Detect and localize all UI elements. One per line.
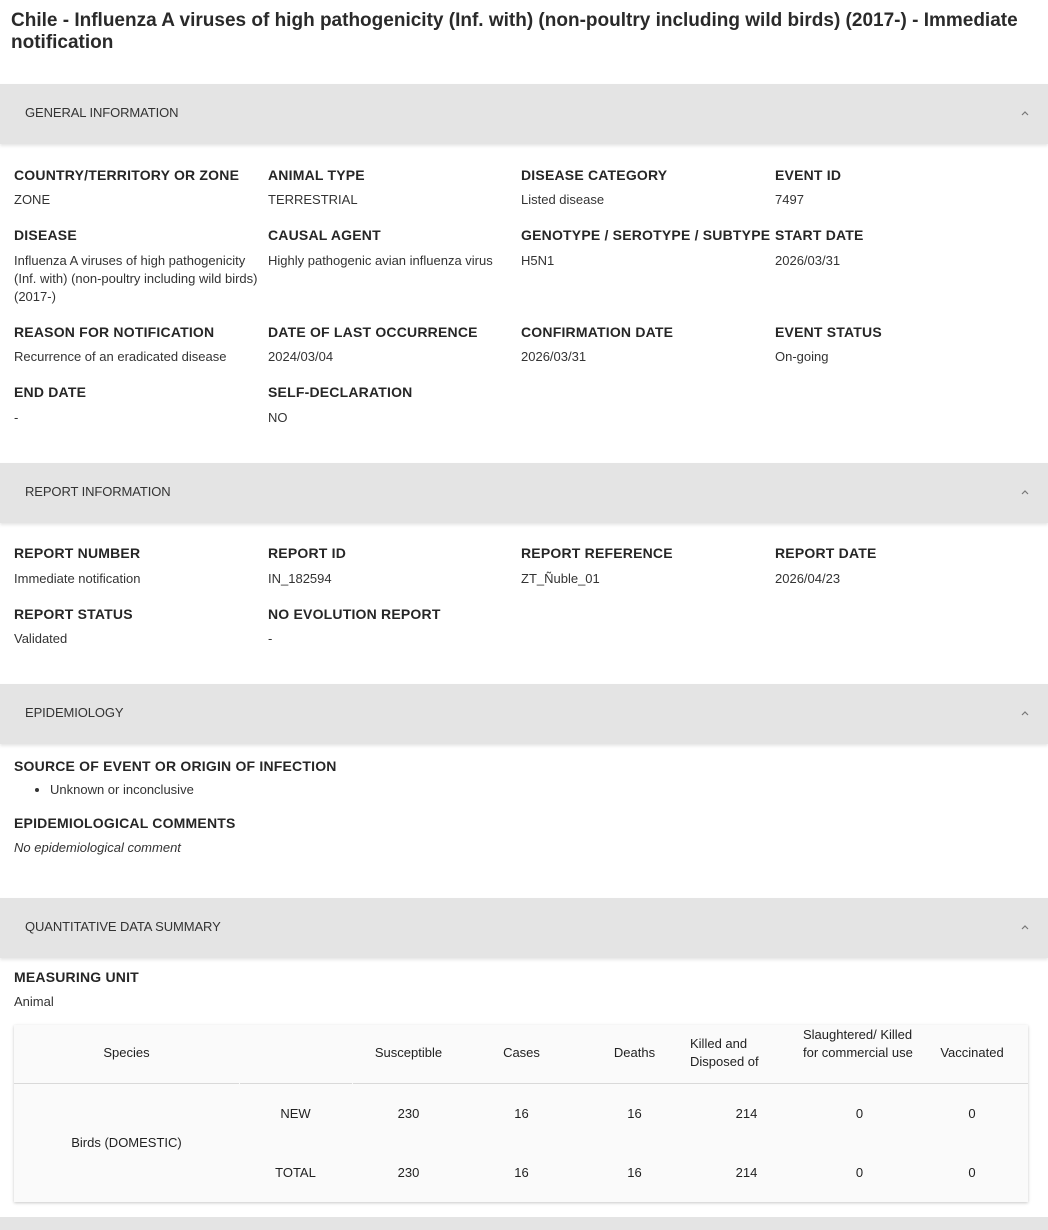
- page-title: Chile - Influenza A viruses of high pathogenicity (Inf. with) (non-poultry including wild birds) (2017-) - Immediate notification: [11, 10, 1018, 53]
- causal-agent-value: Highly pathogenic avian influenza virus: [268, 253, 493, 268]
- comments-label: EPIDEMIOLOGICAL COMMENTS: [14, 815, 236, 831]
- self-declaration-value: NO: [268, 410, 288, 425]
- column-header-susceptible: Susceptible: [374, 1045, 443, 1060]
- disease-category-value: Listed disease: [521, 192, 605, 207]
- report-id-label: REPORT ID: [268, 545, 347, 561]
- confirmation-date-value: 2026/03/31: [521, 349, 587, 364]
- event-id-value: 7497: [775, 192, 804, 207]
- start-date-value: 2026/03/31: [775, 253, 841, 268]
- cell-susceptible: 230: [397, 1106, 420, 1121]
- section-header-epidemiology[interactable]: [0, 684, 1048, 744]
- last-occurrence-label: DATE OF LAST OCCURRENCE: [268, 324, 478, 340]
- report-id-value: IN_182594: [268, 571, 332, 586]
- animal-type-label: ANIMAL TYPE: [268, 167, 365, 183]
- column-header-species: Species: [103, 1045, 150, 1060]
- source-list: [14, 781, 194, 799]
- section-header-report-information[interactable]: [0, 463, 1048, 523]
- cell-cases: 16: [514, 1106, 529, 1121]
- column-header-slaughtered: Slaughtered/ Killed for commercial use: [803, 1027, 913, 1060]
- report-reference-label: REPORT REFERENCE: [521, 545, 673, 561]
- row-type-total: TOTAL: [275, 1165, 316, 1180]
- report-date-value: 2026/04/23: [775, 571, 841, 586]
- measuring-unit-label: MEASURING UNIT: [14, 969, 139, 985]
- report-number-value: Immediate notification: [14, 571, 141, 586]
- reason-value: Recurrence of an eradicated disease: [14, 349, 227, 364]
- end-date-value: -: [14, 410, 19, 425]
- divider: [14, 1083, 239, 1084]
- event-status-label: EVENT STATUS: [775, 324, 882, 340]
- chevron-up-icon[interactable]: [1020, 108, 1030, 118]
- quantitative-table: [14, 1025, 1028, 1202]
- list-item: • Unknown or inconclusive: [50, 781, 194, 799]
- column-header-killed: Killed and Disposed of: [690, 1036, 759, 1069]
- self-declaration-label: SELF-DECLARATION: [268, 384, 413, 400]
- no-evolution-value: -: [268, 631, 273, 646]
- cell-killed: 214: [735, 1106, 758, 1121]
- next-section-header[interactable]: [0, 1217, 1048, 1230]
- cell-deaths: 16: [627, 1106, 642, 1121]
- column-header-deaths: Deaths: [613, 1045, 656, 1060]
- cell-susceptible: 230: [397, 1165, 420, 1180]
- event-id-label: EVENT ID: [775, 167, 842, 183]
- causal-agent-label: CAUSAL AGENT: [268, 227, 381, 243]
- animal-type-value: TERRESTRIAL: [268, 192, 358, 207]
- comments-value: No epidemiological comment: [14, 840, 181, 855]
- report-date-label: REPORT DATE: [775, 545, 877, 561]
- column-header-vaccinated: Vaccinated: [940, 1045, 1004, 1060]
- section-title: REPORT INFORMATION: [25, 484, 171, 499]
- divider: [240, 1083, 352, 1084]
- measuring-unit-value: Animal: [14, 994, 54, 1009]
- confirmation-date-label: CONFIRMATION DATE: [521, 324, 674, 340]
- cell-slaughtered: 0: [855, 1106, 864, 1121]
- section-title: QUANTITATIVE DATA SUMMARY: [25, 919, 221, 934]
- reason-label: REASON FOR NOTIFICATION: [14, 324, 215, 340]
- cell-vaccinated: 0: [968, 1106, 976, 1121]
- genotype-value: H5N1: [521, 253, 555, 268]
- genotype-label: GENOTYPE / SEROTYPE / SUBTYPE: [521, 227, 771, 243]
- report-reference-value: ZT_Ñuble_01: [521, 571, 600, 586]
- divider: [353, 1083, 1028, 1084]
- row-type-new: NEW: [280, 1106, 311, 1121]
- end-date-label: END DATE: [14, 384, 87, 400]
- species-name: Birds (DOMESTIC): [71, 1135, 182, 1150]
- section-header-general-information[interactable]: [0, 84, 1048, 144]
- cell-cases: 16: [514, 1165, 529, 1180]
- cell-killed: 214: [735, 1165, 758, 1180]
- report-number-label: REPORT NUMBER: [14, 545, 141, 561]
- last-occurrence-value: 2024/03/04: [268, 349, 334, 364]
- disease-label: DISEASE: [14, 227, 77, 243]
- report-status-value: Validated: [14, 631, 68, 646]
- section-header-quantitative-data-summary[interactable]: [0, 898, 1048, 958]
- start-date-label: START DATE: [775, 227, 864, 243]
- chevron-up-icon[interactable]: [1020, 708, 1030, 718]
- column-header-cases: Cases: [503, 1045, 540, 1060]
- country-label: COUNTRY/TERRITORY OR ZONE: [14, 167, 240, 183]
- no-evolution-label: NO EVOLUTION REPORT: [268, 606, 441, 622]
- section-title: EPIDEMIOLOGY: [25, 705, 124, 720]
- section-title: GENERAL INFORMATION: [25, 105, 179, 120]
- cell-slaughtered: 0: [855, 1165, 864, 1180]
- disease-value: Influenza A viruses of high pathogenicity (Inf. with) (non-poultry including wild birds) (2017-): [14, 253, 258, 304]
- chevron-up-icon[interactable]: [1020, 922, 1030, 932]
- country-value: ZONE: [14, 192, 51, 207]
- cell-deaths: 16: [627, 1165, 642, 1180]
- cell-vaccinated: 0: [968, 1165, 976, 1180]
- source-label: SOURCE OF EVENT OR ORIGIN OF INFECTION: [14, 758, 337, 774]
- chevron-up-icon[interactable]: [1020, 487, 1030, 497]
- event-status-value: On-going: [775, 349, 829, 364]
- disease-category-label: DISEASE CATEGORY: [521, 167, 668, 183]
- report-status-label: REPORT STATUS: [14, 606, 133, 622]
